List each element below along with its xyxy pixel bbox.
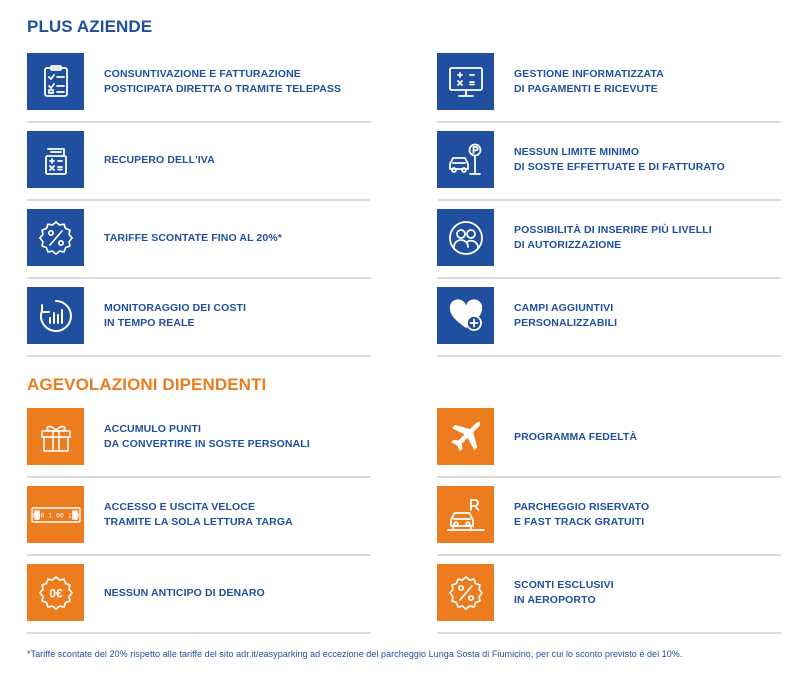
feature-item-iva — [27, 123, 371, 201]
cost-monitor-chart-icon — [27, 287, 84, 344]
benefit-item-parcheggio — [437, 478, 781, 556]
plus-aziende-grid — [27, 45, 781, 357]
footnote: *Tariffe scontate del 20% rispetto alle tariffe del sito adr.it/easyparking ad eccezione del parcheggio Lunga Sosta di Fiumicino, per cui lo sconto previsto è del 10%. — [27, 649, 683, 659]
license-plate-icon — [27, 486, 84, 543]
receipt-calculator-icon — [27, 131, 84, 188]
benefit-label: ACCUMULO PUNTI DA CONVERTIRE IN SOSTE PERSONALI — [104, 423, 310, 450]
feature-label: RECUPERO DELL'IVA — [104, 153, 215, 166]
benefit-item-fedelta — [437, 400, 781, 478]
feature-item-tariffe — [27, 201, 371, 279]
feature-item-autorizzazione — [437, 201, 781, 279]
agevolazioni-title: AGEVOLAZIONI DIPENDENTI — [27, 375, 267, 394]
feature-label: NESSUN LIMITE MINIMO DI SOSTE EFFETTUATE E DI FATTURATO — [514, 146, 725, 173]
plus-aziende-title: PLUS AZIENDE — [27, 17, 153, 36]
benefit-item-anticipo — [27, 556, 371, 634]
benefit-label: ACCESSO E USCITA VELOCE TRAMITE LA SOLA LETTURA TARGA — [104, 501, 293, 528]
zero-euro-text: 0€ — [48, 586, 63, 600]
benefit-item-punti — [27, 400, 371, 478]
benefit-item-sconti — [437, 556, 781, 634]
car-parking-sign-icon — [437, 131, 494, 188]
benefit-item-targa — [27, 478, 371, 556]
feature-label: CAMPI AGGIUNTIVI PERSONALIZZABILI — [514, 302, 618, 329]
benefit-label: PROGRAMMA FEDELTÀ — [514, 430, 638, 443]
percent-badge-icon — [437, 564, 494, 621]
feature-label: GESTIONE INFORMATIZZATA DI PAGAMENTI E RICEVUTE — [514, 68, 664, 95]
feature-label: MONITORAGGIO DEI COSTI IN TEMPO REALE — [104, 302, 247, 329]
agevolazioni-grid — [27, 400, 781, 634]
feature-label: POSSIBILITÀ DI INSERIRE PIÙ LIVELLI DI AUTORIZZAZIONE — [514, 224, 712, 251]
gift-icon — [27, 408, 84, 465]
airplane-icon — [437, 408, 494, 465]
feature-item-monitoraggio — [27, 279, 371, 357]
feature-item-campi — [437, 279, 781, 357]
car-reserved-icon — [437, 486, 494, 543]
users-circle-icon — [437, 209, 494, 266]
checklist-icon — [27, 53, 84, 110]
percent-badge-icon — [27, 209, 84, 266]
zero-euro-badge-icon — [27, 564, 84, 621]
monitor-calculator-icon — [437, 53, 494, 110]
feature-item-pagamenti — [437, 45, 781, 123]
benefit-label: NESSUN ANTICIPO DI DENARO — [104, 586, 265, 599]
license-plate-text: 000 1 00 1 0 — [32, 511, 79, 519]
benefit-label: SCONTI ESCLUSIVI IN AEROPORTO — [514, 579, 614, 606]
benefit-label: PARCHEGGIO RISERVATO E FAST TRACK GRATUITI — [514, 501, 650, 528]
feature-item-limite — [437, 123, 781, 201]
feature-item-fatturazione — [27, 45, 371, 123]
heart-plus-icon — [437, 287, 494, 344]
feature-label: CONSUNTIVAZIONE E FATTURAZIONE POSTICIPATA DIRETTA O TRAMITE TELEPASS — [104, 68, 342, 95]
feature-label: TARIFFE SCONTATE FINO AL 20%* — [104, 231, 282, 244]
